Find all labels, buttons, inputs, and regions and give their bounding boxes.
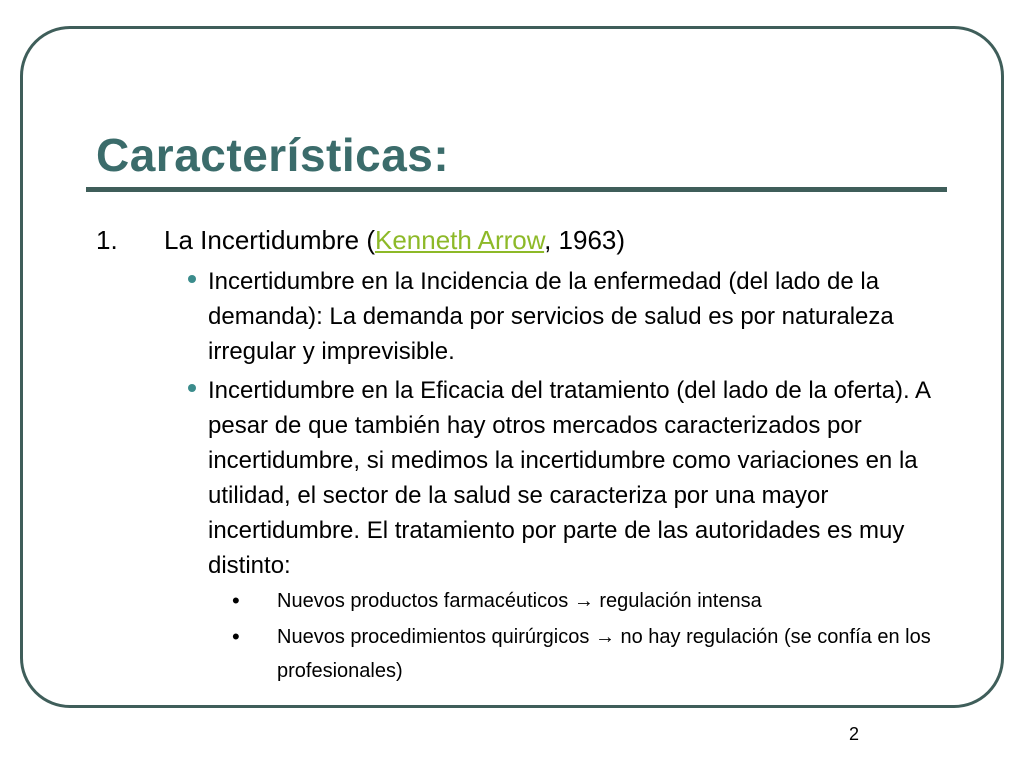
list-item-text-before: La Incertidumbre ( (164, 225, 375, 255)
bullet-item-supply (188, 373, 978, 583)
title-underline (86, 187, 947, 192)
sub-bullet-text-before: Nuevos procedimientos quirúrgicos (277, 626, 595, 648)
list-item-1 (96, 222, 625, 258)
bullet-text: Incertidumbre en la Eficacia del tratamiento (del lado de la oferta). A pesar de que también hay otros mercados caracterizados por incertidumbre, si medimos la incertidumbre como variaciones en la utilidad, el sector de la salud se caracteriza por una mayor incertidumbre. El tratamiento por parte de las autoridades es muy distinto: (208, 377, 930, 579)
sub-bullet-surgery (232, 620, 977, 688)
list-item-text-after: , 1963) (544, 225, 626, 255)
sub-bullet-text (277, 584, 977, 618)
sub-bullet-text-after: no hay regulación (se confía en los profesionales) (277, 626, 931, 682)
sub-bullet-text-after: regulación intensa (593, 590, 762, 612)
sub-bullet-text (277, 620, 977, 688)
kenneth-arrow-link[interactable]: Kenneth Arrow (374, 225, 545, 255)
right-arrow-icon: → (594, 626, 615, 648)
sub-bullet-dot-icon: • (232, 588, 240, 613)
bullet-dot-icon (188, 275, 196, 283)
list-item-number: 1. (96, 225, 118, 255)
slide-title: Características: (96, 129, 450, 181)
sub-bullet-dot-icon: • (232, 624, 240, 649)
sub-bullet-pharma (232, 584, 977, 618)
sub-bullet-text-before: Nuevos productos farmacéuticos (277, 590, 574, 612)
right-arrow-icon: → (573, 590, 594, 612)
page-number: 2 (849, 724, 860, 744)
bullet-text: Incertidumbre en la Incidencia de la enfermedad (del lado de la demanda): La demanda por servicios de salud es por naturaleza irregular y imprevisible. (208, 268, 894, 365)
bullet-dot-icon (188, 384, 196, 392)
bullet-item-demand (188, 264, 978, 369)
